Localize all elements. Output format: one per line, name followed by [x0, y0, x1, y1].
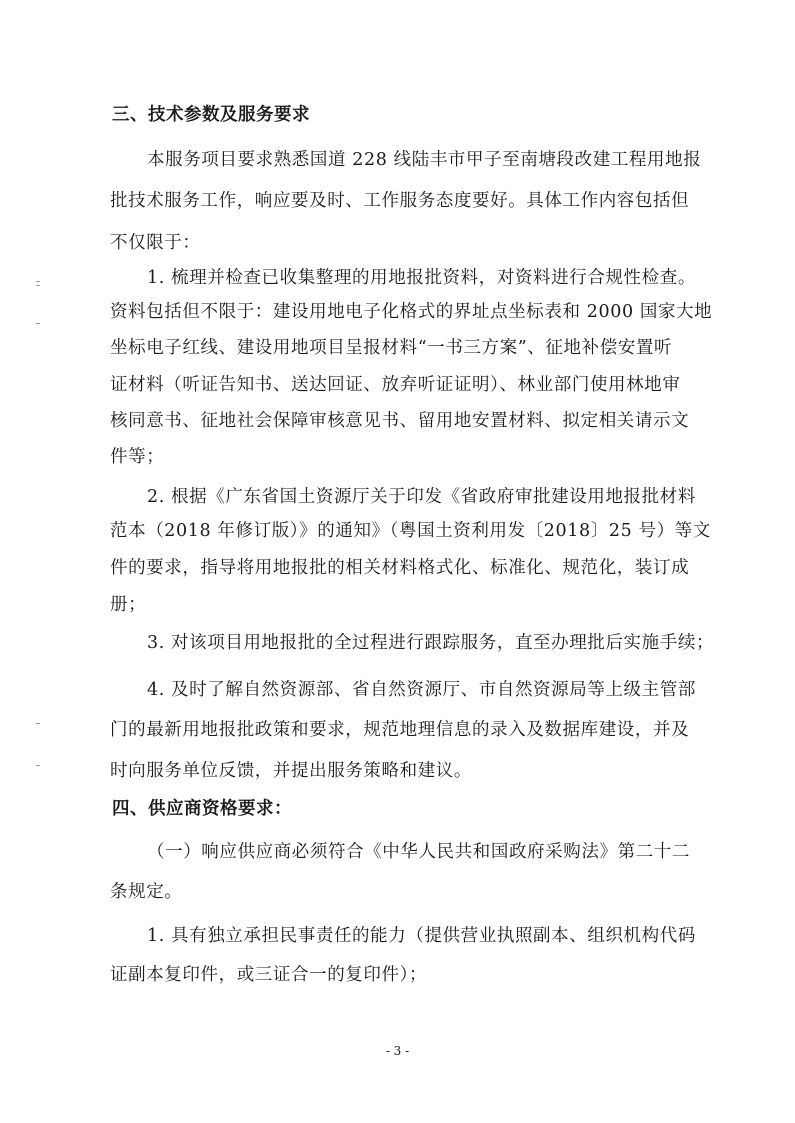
section-4-heading: 四、供应商资格要求：	[112, 799, 292, 819]
list-item-4-line: 门的最新用地报批政策和要求，规范地理信息的录入及数据库建设，并及	[110, 720, 690, 740]
list-item-1-line: 坐标电子红线、建设用地项目呈报材料“一书三方案”、征地补偿安置听	[110, 338, 673, 358]
paragraph-line: 批技术服务工作，响应要及时、工作服务态度要好。具体工作内容包括但	[110, 191, 690, 211]
list-item-1-line: 证材料（听证告知书、送达回证、放弃听证证明）、林业部门使用林地审	[110, 375, 681, 395]
list-item-line: 1. 具有独立承担民事责任的能力（提供营业执照副本、组织机构代码	[147, 926, 696, 946]
list-item-3-line: 3. 对该项目用地报批的全过程进行跟踪服务，直至办理批后实施手续；	[147, 633, 715, 653]
list-item-4-line: 时向服务单位反馈，并提出服务策略和建议。	[110, 761, 472, 781]
list-item-2-line: 件的要求，指导将用地报批的相关材料格式化、标准化、规范化，装订成	[110, 558, 690, 578]
list-item-2-line: 册；	[110, 595, 147, 615]
scan-mark	[36, 285, 40, 286]
scan-mark	[36, 765, 40, 766]
paragraph-line: 本服务项目要求熟悉国道 228 线陆丰市甲子至南塘段改建工程用地报	[147, 150, 702, 170]
list-item-line: 证副本复印件，或三证合一的复印件）；	[110, 965, 428, 985]
list-item-1-line: 核同意书、征地社会保障审核意见书、留用地安置材料、拟定相关请示文	[110, 411, 690, 431]
scan-mark	[36, 723, 40, 724]
list-item-2-line: 2. 根据《广东省国土资源厅关于印发《省政府审批建设用地报批材料	[147, 487, 696, 507]
list-item-2-line: 范本（2018 年修订版）》的通知》（粤国土资利用发〔2018〕25 号）等文	[110, 521, 711, 541]
page-number: - 3 -	[385, 1044, 410, 1058]
scan-mark	[36, 323, 40, 324]
subsection-line: （一）响应供应商必须符合《中华人民共和国政府采购法》第二十二	[147, 842, 690, 862]
list-item-4-line: 4. 及时了解自然资源部、省自然资源厅、市自然资源局等上级主管部	[147, 680, 696, 700]
list-item-1-line: 1. 梳理并检查已收集整理的用地报批资料，对资料进行合规性检查。	[147, 268, 696, 288]
list-item-1-line: 资料包括但不限于：建设用地电子化格式的界址点坐标表和 2000 国家大地	[110, 302, 713, 322]
paragraph-line: 不仅限于：	[110, 233, 201, 253]
section-3-heading: 三、技术参数及服务要求	[112, 105, 310, 125]
subsection-line: 条规定。	[110, 882, 183, 902]
scan-mark	[36, 281, 40, 282]
list-item-1-line: 件等；	[110, 447, 165, 467]
